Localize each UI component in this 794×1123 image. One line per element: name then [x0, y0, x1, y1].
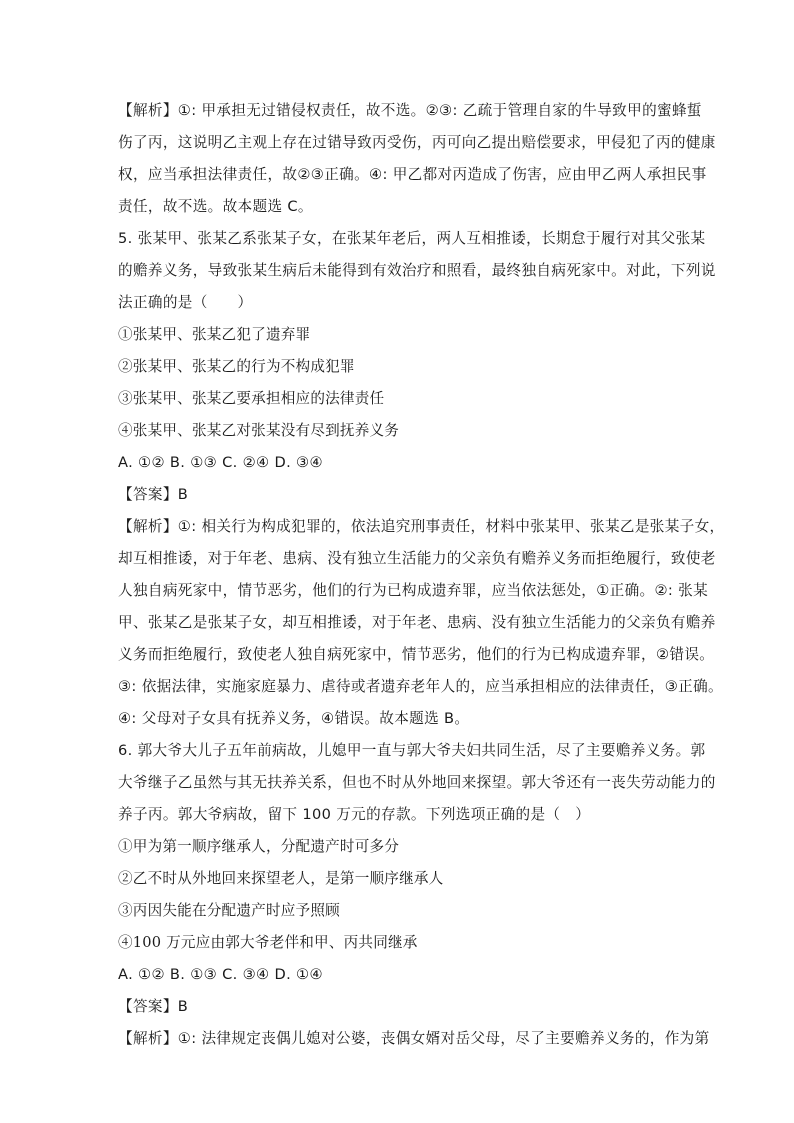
analysis-q4-line-3: 权，应当承担法律责任，故②③正确。④: 甲乙都对丙造成了伤害，应由甲乙两人承担民事 [118, 166, 707, 183]
question-5-option-3: ③张某甲、张某乙要承担相应的法律责任 [118, 390, 385, 407]
question-5-option-1: ①张某甲、张某乙犯了遗弃罪 [118, 326, 311, 343]
question-6-answer: 【答案】B [118, 998, 189, 1015]
analysis-q4-line-2: 伤了丙，这说明乙主观上存在过错导致丙受伤，丙可向乙提出赔偿要求，甲侵犯了丙的健康 [118, 134, 716, 151]
analysis-q5-line-4: 甲、张某乙是张某子女，却互相推诿，对于年老、患病、没有独立生活能力的父亲负有赡养 [118, 614, 716, 631]
question-6-stem-line-1: 6. 郭大爷大儿子五年前病故，儿媳甲一直与郭大爷夫妇共同生活，尽了主要赡养义务。郭 [118, 742, 706, 759]
analysis-q5-line-1: 【解析】①: 相关行为构成犯罪的，依法追究刑事责任，材料中张某甲、张某乙是张某子女， [118, 518, 725, 535]
question-5-choices: A. ①② B. ①③ C. ②④ D. ③④ [118, 454, 323, 471]
question-5-option-2: ②张某甲、张某乙的行为不构成犯罪 [118, 358, 355, 375]
question-6-option-4: ④100 万元应由郭大爷老伴和甲、丙共同继承 [118, 934, 418, 951]
question-6-option-3: ③丙因失能在分配遗产时应予照顾 [118, 902, 340, 919]
analysis-q5-line-6: ③: 依据法律，实施家庭暴力、虐待或者遗弃老年人的，应当承担相应的法律责任，③正确。 [118, 678, 723, 695]
question-5-answer: 【答案】B [118, 486, 189, 503]
question-5-option-4: ④张某甲、张某乙对张某没有尽到抚养义务 [118, 422, 400, 439]
question-5-stem-line-1: 5. 张某甲、张某乙系张某子女，在张某年老后，两人互相推诿，长期怠于履行对其父张某 [118, 230, 706, 247]
analysis-q5-line-3: 人独自病死家中，情节恶劣，他们的行为已构成遗弃罪，应当依法惩处，①正确。②: 张某 [118, 582, 709, 599]
analysis-q5-line-7: ④: 父母对子女具有抚养义务，④错误。故本题选 B。 [118, 710, 470, 727]
analysis-q5-line-2: 却互相推诿，对于年老、患病、没有独立生活能力的父亲负有赡养义务而拒绝履行，致使老 [118, 550, 716, 567]
question-5-stem-line-3: 法正确的是（ ） [118, 294, 253, 311]
analysis-q4-line-4: 责任，故不选。故本题选 C。 [118, 198, 313, 215]
analysis-q4-line-1: 【解析】①: 甲承担无过错侵权责任，故不选。②③: 乙疏于管理自家的牛导致甲的蜜蜂蜇 [118, 102, 702, 119]
question-6-choices: A. ①② B. ①③ C. ③④ D. ①④ [118, 966, 323, 983]
analysis-q5-line-5: 义务而拒绝履行，致使老人独自病死家中，情节恶劣，他们的行为已构成遗弃罪，②错误。 [118, 646, 715, 663]
question-6-option-1: ①甲为第一顺序继承人，分配遗产时可多分 [118, 838, 400, 855]
question-5-stem-line-2: 的赡养义务，导致张某生病后未能得到有效治疗和照看，最终独自病死家中。对此，下列说 [118, 262, 716, 279]
question-6-stem-line-3: 养子丙。郭大爷病故，留下 100 万元的存款。下列选项正确的是（ ） [118, 806, 591, 823]
question-6-stem-line-2: 大爷继子乙虽然与其无扶养关系，但也不时从外地回来探望。郭大爷还有一丧失劳动能力的 [118, 774, 716, 791]
analysis-q6-line-1: 【解析】①: 法律规定丧偶儿媳对公婆，丧偶女婿对岳父母，尽了主要赡养义务的，作为第 [118, 1030, 710, 1047]
question-6-option-2: ②乙不时从外地回来探望老人，是第一顺序继承人 [118, 870, 444, 887]
